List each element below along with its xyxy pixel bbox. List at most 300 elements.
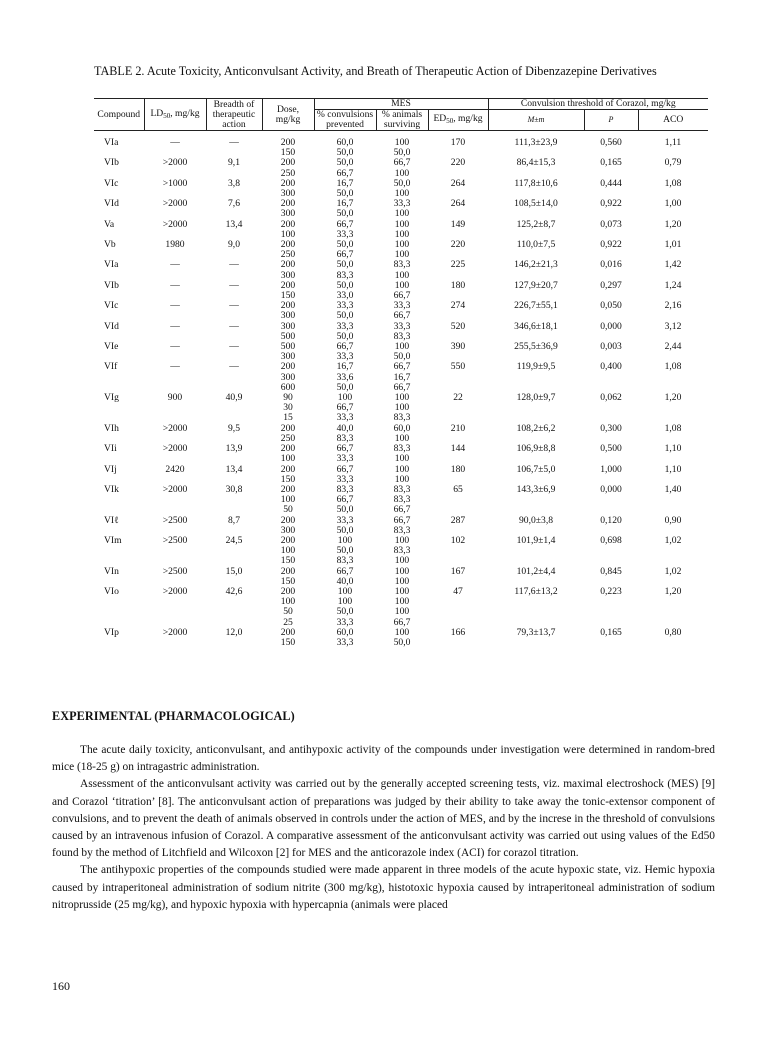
cell-breadth: 13,4 xyxy=(225,218,243,230)
table-row xyxy=(94,536,708,567)
cell-dose-line: 500 xyxy=(280,330,296,342)
cell-dose-line: 200 xyxy=(280,137,296,148)
cell-dose-line: 150 xyxy=(280,575,296,587)
table-row xyxy=(94,393,708,424)
header-mean-error: M±m xyxy=(488,110,584,131)
cell-pct-surviving-line: 66,7 xyxy=(393,514,411,526)
cell-ld50: 1980 xyxy=(165,239,185,251)
cell-aco: 1,11 xyxy=(664,137,682,148)
cell-aco: 0,90 xyxy=(664,514,682,526)
cell-pct-convulsions-line: 66,7 xyxy=(336,443,354,455)
cell-pct-convulsions-line: 33,3 xyxy=(336,514,354,526)
cell-ed50: 170 xyxy=(450,137,466,148)
cell-pct-convulsions xyxy=(314,567,376,587)
cell-dose xyxy=(262,587,314,628)
cell-dose-line: 200 xyxy=(280,514,296,526)
cell-dose xyxy=(262,301,314,321)
cell-mean-error: 127,9±20,7 xyxy=(514,279,558,291)
table-row xyxy=(94,179,708,199)
cell-dose-line: 200 xyxy=(280,361,296,373)
cell-mean-error: 106,9±8,8 xyxy=(516,443,556,455)
cell-pct-surviving-line: 100 xyxy=(394,402,410,414)
cell-pct-surviving xyxy=(376,424,428,444)
cell-breadth: — xyxy=(229,361,239,373)
cell-pct-convulsions-line: 83,3 xyxy=(336,432,354,444)
header-ed50: $ED_{50}$, mg/kg xyxy=(428,110,488,131)
cell-dose-line: 200 xyxy=(280,279,296,291)
cell-pct-convulsions-line: 33,3 xyxy=(336,412,354,424)
cell-pct-surviving-line: 66,7 xyxy=(393,616,411,628)
cell-pct-convulsions-line: 50,0 xyxy=(336,239,354,251)
cell-p: 0,922 xyxy=(600,198,622,210)
cell-pct-surviving-line: 66,7 xyxy=(393,290,411,302)
cell-pct-surviving-line: 66,7 xyxy=(393,381,411,393)
table-row xyxy=(94,424,708,444)
cell-dose-line: 300 xyxy=(280,269,296,281)
cell-ed50: 144 xyxy=(450,443,466,455)
cell-pct-surviving-line: 50,0 xyxy=(393,636,411,648)
cell-ld50: >2000 xyxy=(162,443,188,455)
cell-pct-convulsions-line: 50,0 xyxy=(336,208,354,220)
cell-ld50: — xyxy=(170,341,180,353)
cell-pct-convulsions-line: 66,7 xyxy=(336,463,354,475)
cell-ld50: >2500 xyxy=(162,534,188,546)
cell-pct-convulsions xyxy=(314,322,376,342)
cell-ld50: — xyxy=(170,361,180,373)
cell-pct-surviving-line: 83,3 xyxy=(393,443,411,455)
cell-aco: 1,40 xyxy=(664,483,682,495)
cell-aco: 2,16 xyxy=(664,300,682,312)
cell-p: 0,165 xyxy=(600,157,622,169)
cell-p: 1,000 xyxy=(600,463,622,475)
cell-dose xyxy=(262,260,314,280)
cell-pct-surviving-line: 100 xyxy=(394,534,410,546)
table-row xyxy=(94,301,708,321)
cell-pct-convulsions-line: 100 xyxy=(337,392,353,404)
cell-ed50: 390 xyxy=(450,341,466,353)
cell-dose-line: 150 xyxy=(280,147,296,159)
cell-aco: 1,20 xyxy=(664,392,682,404)
cell-aco: 1,20 xyxy=(664,218,682,230)
table-caption: TABLE 2. Acute Toxicity, Anticonvulsant Activity, and Breath of Therapeutic Action of Dibenzazepine Derivatives xyxy=(94,64,657,78)
cell-pct-surviving-line: 66,7 xyxy=(393,310,411,322)
cell-dose xyxy=(262,485,314,516)
cell-pct-convulsions-line: 33,3 xyxy=(336,636,354,648)
cell-pct-convulsions-line: 33,3 xyxy=(336,616,354,628)
cell-dose-line: 200 xyxy=(280,483,296,495)
cell-pct-surviving-line: 83,3 xyxy=(393,483,411,495)
cell-dose-line: 200 xyxy=(280,422,296,434)
cell-dose xyxy=(262,362,314,393)
cell-p: 0,500 xyxy=(600,443,622,455)
cell-pct-surviving xyxy=(376,465,428,485)
cell-breadth: 24,5 xyxy=(225,534,243,546)
cell-pct-surviving-line: 83,3 xyxy=(393,330,411,342)
table-row xyxy=(94,199,708,219)
cell-mean-error: 346,6±18,1 xyxy=(514,320,558,332)
cell-pct-surviving-line: 100 xyxy=(394,249,410,261)
cell-ld50: >2000 xyxy=(162,483,188,495)
page-number: 160 xyxy=(52,979,70,993)
cell-p: 0,000 xyxy=(600,320,622,332)
paragraph: The acute daily toxicity, anticonvulsant, and antihypoxic activity of the compounds under investigation were determined in random-bred mice (18-25 g) on intragastric administration. xyxy=(52,744,715,774)
cell-dose-line: 200 xyxy=(280,218,296,230)
cell-mean-error: 119,9±9,5 xyxy=(516,361,556,373)
cell-mean-error: 146,2±21,3 xyxy=(514,259,558,271)
cell-compound: VIc xyxy=(104,300,119,312)
header-ld50: $LD_{50}$, mg/kg xyxy=(144,99,206,131)
cell-pct-convulsions-line: 50,0 xyxy=(336,188,354,200)
cell-pct-convulsions-line: 33,0 xyxy=(336,290,354,302)
cell-ld50: >2000 xyxy=(162,157,188,169)
cell-pct-convulsions-line: 66,7 xyxy=(336,167,354,179)
cell-breadth: — xyxy=(229,341,239,353)
cell-dose-line: 300 xyxy=(280,208,296,220)
cell-pct-surviving xyxy=(376,131,428,159)
cell-dose-line: 100 xyxy=(280,545,296,557)
cell-pct-surviving-line: 100 xyxy=(394,239,410,251)
cell-p: 0,223 xyxy=(600,585,622,597)
cell-ed50: 22 xyxy=(453,392,463,404)
cell-pct-surviving-line: 100 xyxy=(394,188,410,200)
header-aco: ACO xyxy=(638,110,708,131)
cell-pct-surviving xyxy=(376,199,428,219)
cell-ed50: 167 xyxy=(450,565,466,577)
cell-pct-convulsions xyxy=(314,342,376,362)
paragraph: The antihypoxic properties of the compounds studied were made apparent in three models of the acute hypoxic state, viz. Hemic hypoxia caused by intraperitoneal administration of sodium nitrite (300 mg/kg), histotoxic hypoxia caused by intraperitoneal administration of sodium nitroprusside (25 mg/kg), and hypoxic hypoxia with hypercapnia (animals were placed xyxy=(52,864,715,911)
cell-ld50: — xyxy=(170,259,180,271)
cell-pct-convulsions xyxy=(314,628,376,648)
cell-breadth: — xyxy=(229,300,239,312)
cell-pct-surviving xyxy=(376,158,428,178)
cell-dose-line: 100 xyxy=(280,494,296,506)
cell-dose xyxy=(262,322,314,342)
cell-dose-line: 200 xyxy=(280,300,296,312)
cell-breadth: 9,5 xyxy=(228,422,240,434)
cell-dose-line: 300 xyxy=(280,371,296,383)
cell-pct-surviving-line: 83,3 xyxy=(393,412,411,424)
cell-dose-line: 100 xyxy=(280,453,296,465)
cell-compound: VIℓ xyxy=(104,514,119,526)
cell-pct-convulsions-line: 83,3 xyxy=(336,269,354,281)
cell-dose-line: 250 xyxy=(280,249,296,261)
cell-pct-convulsions-line: 50,0 xyxy=(336,259,354,271)
cell-pct-surviving-line: 100 xyxy=(394,392,410,404)
cell-pct-convulsions xyxy=(314,465,376,485)
cell-breadth: 12,0 xyxy=(225,626,243,638)
header-mes: MES xyxy=(314,99,488,110)
cell-pct-convulsions-line: 33,3 xyxy=(336,351,354,363)
cell-ed50: 264 xyxy=(450,177,466,189)
cell-breadth: 9,0 xyxy=(228,239,240,251)
cell-p: 0,120 xyxy=(600,514,622,526)
cell-pct-convulsions-line: 50,0 xyxy=(336,279,354,291)
cell-mean-error: 106,7±5,0 xyxy=(516,463,556,475)
cell-pct-convulsions-line: 66,7 xyxy=(336,249,354,261)
cell-pct-convulsions xyxy=(314,131,376,159)
cell-pct-convulsions xyxy=(314,281,376,301)
cell-dose-line: 25 xyxy=(283,616,293,628)
cell-pct-surviving-line: 66,7 xyxy=(393,361,411,373)
cell-pct-surviving-line: 100 xyxy=(394,585,410,597)
cell-dose xyxy=(262,516,314,536)
cell-mean-error: 117,6±13,2 xyxy=(514,585,558,597)
cell-pct-convulsions-line: 83,3 xyxy=(336,555,354,567)
cell-breadth: 9,1 xyxy=(228,157,240,169)
cell-mean-error: 86,4±15,3 xyxy=(516,157,556,169)
cell-dose-line: 200 xyxy=(280,585,296,597)
cell-pct-surviving-line: 100 xyxy=(394,626,410,638)
cell-breadth: 13,4 xyxy=(225,463,243,475)
header-dose: Dose, mg/kg xyxy=(262,99,314,131)
cell-ld50: >2000 xyxy=(162,198,188,210)
cell-mean-error: 110,0±7,5 xyxy=(516,239,556,251)
cell-pct-convulsions-line: 40,0 xyxy=(336,575,354,587)
cell-compound: VIa xyxy=(104,259,119,271)
cell-ed50: 149 xyxy=(450,218,466,230)
cell-pct-convulsions xyxy=(314,260,376,280)
cell-pct-convulsions xyxy=(314,240,376,260)
cell-compound: VIb xyxy=(104,279,119,291)
cell-dose xyxy=(262,131,314,159)
table-row xyxy=(94,567,708,587)
cell-pct-surviving-line: 100 xyxy=(394,137,410,148)
cell-mean-error: 79,3±13,7 xyxy=(516,626,556,638)
cell-aco: 1,20 xyxy=(664,585,682,597)
cell-dose xyxy=(262,199,314,219)
cell-compound: Va xyxy=(104,218,115,230)
cell-ed50: 220 xyxy=(450,239,466,251)
cell-compound: VIp xyxy=(104,626,119,638)
cell-compound: VIe xyxy=(104,341,119,353)
cell-p: 0,444 xyxy=(600,177,622,189)
cell-breadth: 3,8 xyxy=(228,177,240,189)
cell-pct-convulsions xyxy=(314,485,376,516)
cell-aco: 1,01 xyxy=(664,239,682,251)
cell-ed50: 102 xyxy=(450,534,466,546)
cell-p: 0,297 xyxy=(600,279,622,291)
cell-dose-line: 250 xyxy=(280,167,296,179)
cell-p: 0,400 xyxy=(600,361,622,373)
cell-ed50: 180 xyxy=(450,279,466,291)
cell-mean-error: 90,0±3,8 xyxy=(518,514,554,526)
cell-pct-convulsions-line: 40,0 xyxy=(336,422,354,434)
cell-pct-surviving-line: 100 xyxy=(394,269,410,281)
cell-aco: 0,80 xyxy=(664,626,682,638)
cell-pct-convulsions xyxy=(314,362,376,393)
cell-pct-surviving-line: 100 xyxy=(394,565,410,577)
cell-pct-convulsions-line: 60,0 xyxy=(336,626,354,638)
toxicity-table xyxy=(94,98,708,648)
cell-pct-convulsions-line: 33,3 xyxy=(336,300,354,312)
cell-p: 0,560 xyxy=(600,137,622,148)
cell-dose-line: 200 xyxy=(280,565,296,577)
cell-pct-surviving xyxy=(376,240,428,260)
cell-mean-error: 111,3±23,9 xyxy=(514,137,558,148)
cell-pct-surviving-line: 33,3 xyxy=(393,320,411,332)
cell-dose-line: 200 xyxy=(280,626,296,638)
cell-dose-line: 50 xyxy=(283,504,293,516)
cell-pct-convulsions-line: 66,7 xyxy=(336,402,354,414)
cell-breadth: 7,6 xyxy=(228,198,240,210)
cell-ld50: >2500 xyxy=(162,514,188,526)
cell-dose-line: 600 xyxy=(280,381,296,393)
cell-pct-surviving-line: 100 xyxy=(394,432,410,444)
cell-compound: VIb xyxy=(104,157,119,169)
cell-pct-convulsions-line: 50,0 xyxy=(336,157,354,169)
cell-dose-line: 150 xyxy=(280,290,296,302)
cell-pct-surviving xyxy=(376,281,428,301)
cell-pct-convulsions-line: 50,0 xyxy=(336,504,354,516)
cell-dose-line: 300 xyxy=(280,320,296,332)
cell-breadth: 30,8 xyxy=(225,483,243,495)
cell-pct-surviving-line: 100 xyxy=(394,208,410,220)
cell-ed50: 166 xyxy=(450,626,466,638)
cell-aco: 1,02 xyxy=(664,565,682,577)
cell-pct-surviving-line: 100 xyxy=(394,453,410,465)
cell-dose-line: 300 xyxy=(280,310,296,322)
cell-aco: 1,10 xyxy=(664,463,682,475)
cell-pct-convulsions-line: 50,0 xyxy=(336,330,354,342)
cell-pct-surviving-line: 66,7 xyxy=(393,157,411,169)
header-pct-convulsions: % convulsions prevented xyxy=(314,110,376,131)
cell-pct-convulsions xyxy=(314,393,376,424)
cell-pct-surviving-line: 100 xyxy=(394,555,410,567)
cell-dose-line: 300 xyxy=(280,188,296,200)
cell-compound: VIf xyxy=(104,361,118,373)
cell-pct-convulsions-line: 33,3 xyxy=(336,473,354,485)
cell-dose xyxy=(262,393,314,424)
cell-mean-error: 101,2±4,4 xyxy=(516,565,556,577)
cell-ld50: >2500 xyxy=(162,565,188,577)
cell-ed50: 65 xyxy=(453,483,463,495)
cell-dose-line: 300 xyxy=(280,524,296,536)
body-text xyxy=(52,742,715,914)
cell-compound: VId xyxy=(104,198,119,210)
cell-mean-error: 143,3±6,9 xyxy=(516,483,556,495)
cell-pct-convulsions xyxy=(314,179,376,199)
cell-pct-surviving-line: 33,3 xyxy=(393,198,411,210)
cell-breadth: — xyxy=(229,137,239,148)
cell-dose-line: 200 xyxy=(280,259,296,271)
cell-pct-convulsions-line: 66,7 xyxy=(336,341,354,353)
cell-pct-surviving xyxy=(376,516,428,536)
cell-ld50: >2000 xyxy=(162,218,188,230)
cell-breadth: — xyxy=(229,320,239,332)
cell-pct-convulsions-line: 50,0 xyxy=(336,606,354,618)
cell-dose xyxy=(262,567,314,587)
cell-compound: VIi xyxy=(104,443,117,455)
cell-dose-line: 100 xyxy=(280,228,296,240)
cell-ed50: 264 xyxy=(450,198,466,210)
cell-pct-convulsions-line: 100 xyxy=(337,534,353,546)
cell-p: 0,016 xyxy=(600,259,622,271)
cell-ed50: 225 xyxy=(450,259,466,271)
cell-aco: 1,02 xyxy=(664,534,682,546)
cell-dose xyxy=(262,179,314,199)
cell-dose-line: 150 xyxy=(280,636,296,648)
cell-pct-surviving xyxy=(376,342,428,362)
cell-dose-line: 200 xyxy=(280,443,296,455)
cell-pct-surviving xyxy=(376,587,428,628)
cell-ed50: 47 xyxy=(453,585,463,597)
cell-pct-convulsions-line: 50,0 xyxy=(336,545,354,557)
cell-pct-surviving xyxy=(376,301,428,321)
cell-dose xyxy=(262,628,314,648)
cell-aco: 1,24 xyxy=(664,279,682,291)
cell-pct-surviving xyxy=(376,220,428,240)
cell-pct-convulsions xyxy=(314,301,376,321)
cell-compound: VIh xyxy=(104,422,119,434)
cell-mean-error: 226,7±55,1 xyxy=(514,300,558,312)
table-row xyxy=(94,516,708,536)
cell-mean-error: 101,9±1,4 xyxy=(516,534,556,546)
table-row xyxy=(94,342,708,362)
cell-pct-convulsions-line: 50,0 xyxy=(336,524,354,536)
cell-pct-surviving-line: 50,0 xyxy=(393,351,411,363)
cell-pct-surviving-line: 100 xyxy=(394,218,410,230)
cell-pct-surviving-line: 83,3 xyxy=(393,524,411,536)
cell-compound: VIj xyxy=(104,463,117,475)
cell-compound: VIm xyxy=(104,534,122,546)
cell-ld50: — xyxy=(170,137,180,148)
table-row xyxy=(94,444,708,464)
cell-aco: 1,42 xyxy=(664,259,682,271)
cell-compound: VIa xyxy=(104,137,119,148)
cell-pct-surviving xyxy=(376,628,428,648)
cell-ed50: 287 xyxy=(450,514,466,526)
cell-pct-surviving-line: 50,0 xyxy=(393,177,411,189)
cell-dose-line: 500 xyxy=(280,341,296,353)
cell-ld50: 900 xyxy=(167,392,183,404)
cell-p: 0,062 xyxy=(600,392,622,404)
cell-compound: VIg xyxy=(104,392,119,404)
cell-dose-line: 200 xyxy=(280,177,296,189)
cell-pct-surviving-line: 100 xyxy=(394,606,410,618)
cell-dose-line: 50 xyxy=(283,606,293,618)
cell-compound: Vb xyxy=(104,239,116,251)
cell-pct-surviving-line: 50,0 xyxy=(393,147,411,159)
table-row xyxy=(94,240,708,260)
cell-ld50: >2000 xyxy=(162,626,188,638)
cell-pct-convulsions-line: 16,7 xyxy=(336,361,354,373)
cell-pct-surviving-line: 83,3 xyxy=(393,545,411,557)
header-breadth: Breadth of therapeutic action xyxy=(206,99,262,131)
cell-mean-error: 255,5±36,9 xyxy=(514,341,558,353)
cell-pct-convulsions-line: 66,7 xyxy=(336,565,354,577)
cell-pct-surviving-line: 100 xyxy=(394,167,410,179)
cell-pct-surviving xyxy=(376,322,428,342)
cell-compound: VIo xyxy=(104,585,119,597)
cell-ld50: >2000 xyxy=(162,422,188,434)
cell-pct-convulsions-line: 50,0 xyxy=(336,310,354,322)
table-row xyxy=(94,628,708,648)
cell-pct-convulsions-line: 16,7 xyxy=(336,177,354,189)
cell-compound: VIc xyxy=(104,177,119,189)
cell-aco: 1,08 xyxy=(664,361,682,373)
cell-ld50: — xyxy=(170,279,180,291)
cell-ed50: 550 xyxy=(450,361,466,373)
table-row xyxy=(94,485,708,516)
header-compound: Compound xyxy=(94,99,144,131)
cell-compound: VIk xyxy=(104,483,119,495)
cell-breadth: — xyxy=(229,259,239,271)
cell-pct-surviving-line: 100 xyxy=(394,463,410,475)
cell-pct-convulsions-line: 33,3 xyxy=(336,453,354,465)
cell-dose-line: 200 xyxy=(280,239,296,251)
cell-compound: VIn xyxy=(104,565,119,577)
cell-dose-line: 30 xyxy=(283,402,293,414)
